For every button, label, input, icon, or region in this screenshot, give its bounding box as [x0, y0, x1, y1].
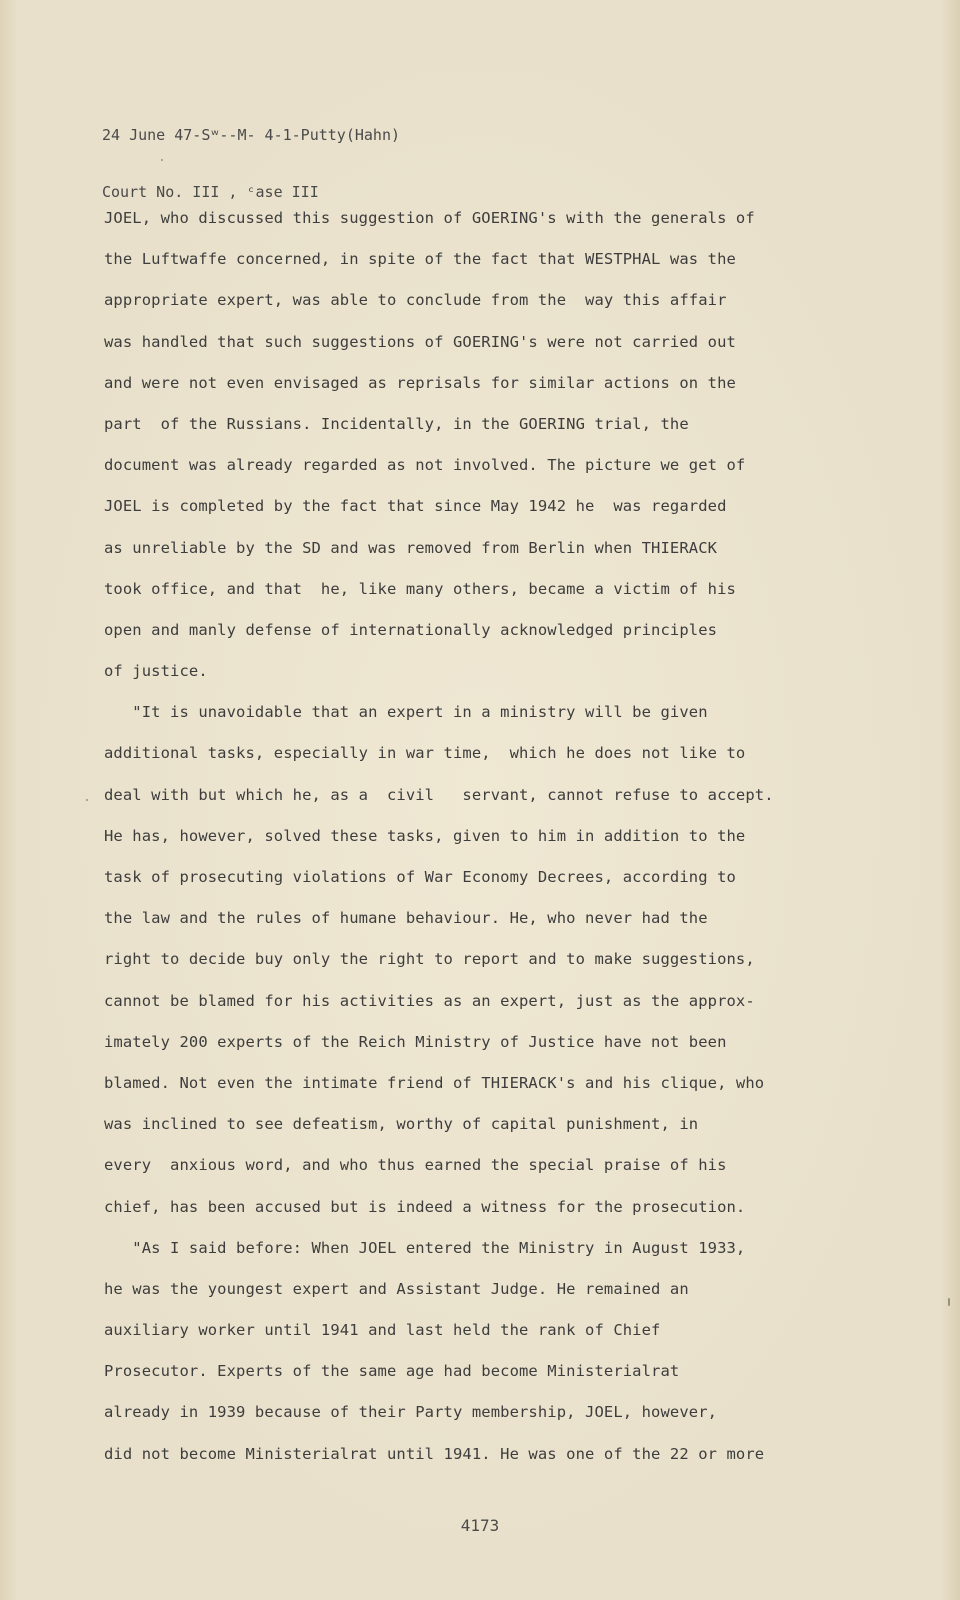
- body-text: [104, 198, 824, 1475]
- paper-speck: [948, 1298, 950, 1306]
- text-line: document was already regarded as not involved. The picture we get of: [104, 456, 746, 475]
- text-line: every anxious word, and who thus earned the special praise of his: [104, 1156, 727, 1175]
- text-line: open and manly defense of internationally acknowledged principles: [104, 620, 718, 639]
- text-line: he was the youngest expert and Assistant Judge. He remained an: [104, 1279, 689, 1298]
- text-line: JOEL, who discussed this suggestion of GOERING's with the generals of: [104, 209, 755, 227]
- text-line: part of the Russians. Incidentally, in the GOERING trial, the: [104, 414, 689, 433]
- text-line: chief, has been accused but is indeed a witness for the prosecution.: [104, 1197, 746, 1216]
- header-line-2: Court No. III , ᶜase III: [102, 183, 319, 201]
- text-line: deal with but which he, as a civil servant, cannot refuse to accept.: [104, 785, 774, 804]
- page-number: 4173: [460, 1516, 500, 1535]
- text-line: did not become Ministerialrat until 1941. He was one of the 22 or more: [104, 1444, 765, 1463]
- text-line: additional tasks, especially in war time, which he does not like to: [104, 744, 746, 763]
- text-line: the Luftwaffe concerned, in spite of the fact that WESTPHAL was the: [104, 250, 736, 269]
- text-line: was inclined to see defeatism, worthy of capital punishment, in: [104, 1115, 699, 1134]
- text-line: took office, and that he, like many others, became a victim of his: [104, 579, 736, 598]
- text-line: cannot be blamed for his activities as an expert, just as the approx-: [104, 991, 755, 1010]
- text-line: "As I said before: When JOEL entered the Ministry in August 1933,: [104, 1238, 746, 1257]
- text-line: right to decide buy only the right to report and to make suggestions,: [104, 950, 755, 969]
- text-line: was handled that such suggestions of GOERING's were not carried out: [104, 332, 736, 351]
- text-line: as unreliable by the SD and was removed from Berlin when THIERACK: [104, 538, 718, 557]
- paper-speck: [161, 159, 163, 161]
- text-line: blamed. Not even the intimate friend of THIERACK's and his clique, who: [104, 1073, 765, 1092]
- text-line: Prosecutor. Experts of the same age had become Ministerialrat: [104, 1362, 680, 1381]
- text-line: appropriate expert, was able to conclude from the way this affair: [104, 291, 727, 310]
- text-line: imately 200 experts of the Reich Ministry of Justice have not been: [104, 1032, 727, 1051]
- header-line-1: 24 June 47-Sʷ--M- 4-1-Putty(Hahn): [102, 126, 401, 144]
- text-line: "It is unavoidable that an expert in a ministry will be given: [104, 703, 708, 722]
- text-line: of justice.: [104, 662, 208, 681]
- paper-speck: [86, 799, 88, 801]
- text-line: task of prosecuting violations of War Economy Decrees, according to: [104, 868, 736, 886]
- text-line: already in 1939 because of their Party membership, JOEL, however,: [104, 1403, 718, 1422]
- text-line: auxiliary worker until 1941 and last held the rank of Chief: [104, 1321, 661, 1340]
- text-line: the law and the rules of humane behaviour. He, who never had the: [104, 909, 708, 928]
- text-line: and were not even envisaged as reprisals for similar actions on the: [104, 373, 736, 392]
- text-line: JOEL is completed by the fact that since May 1942 he was regarded: [104, 497, 727, 516]
- text-line: He has, however, solved these tasks, given to him in addition to the: [104, 826, 746, 845]
